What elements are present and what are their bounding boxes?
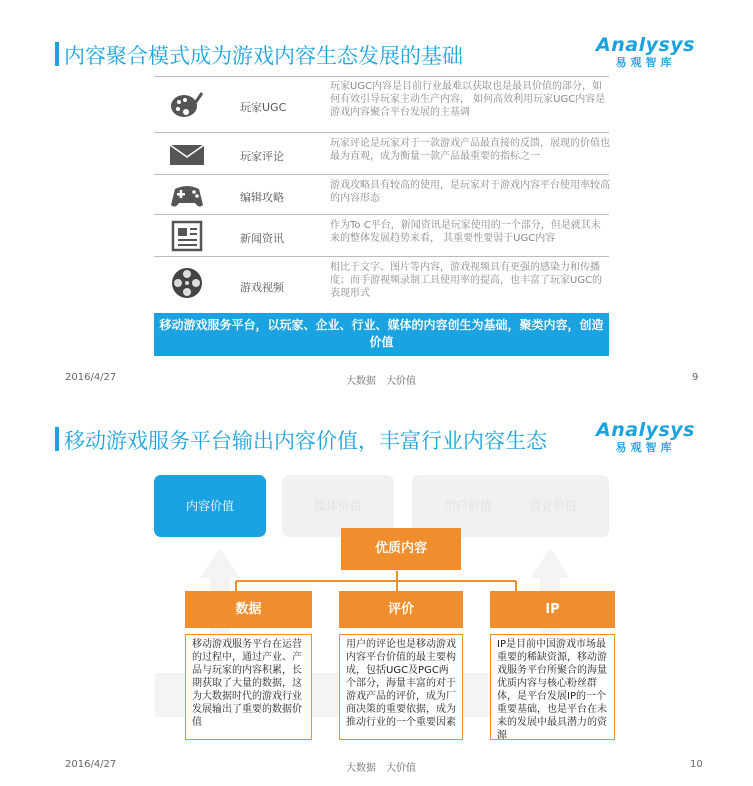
row-desc: 玩家UGC内容是目前行业最难以获取也是最具价值的部分，如何有效引导玩家主动生产内容， 如何高效利用玩家UGC内容是游戏内容聚合平台发展的主基调 (330, 81, 606, 118)
slide-title: 移动游戏服务平台输出内容价值，丰富行业内容生态 (64, 429, 547, 453)
row-name: 编辑攻略 (240, 191, 284, 204)
footer-date: 2016/4/27 (65, 372, 117, 383)
row-desc: 游戏攻略具有较高的使用，是玩家对于游戏内容平台使用率较高的内容形态 (330, 180, 610, 204)
analysys-logo (596, 34, 695, 70)
column-card-review: 用户的评论也是移动游戏内容平台价值的最主要构成，包括UGC及PGC两个部分，海量丰富的对于游戏产品的评价，成为厂商决策的重要依据，成为推动行业的一个重要因素 (339, 634, 463, 740)
column-card-data: 移动游戏服务平台在运营的过程中，通过产业、产品与玩家的内容积累，长期获取了大量的数据，这为大数据时代的游戏行业发展输出了重要的数据价值 (185, 634, 312, 740)
page-number: 9 (692, 372, 699, 383)
value-box-media: 媒体价值 (282, 475, 394, 537)
row-desc: 相比于文字、图片等内容，游戏视频具有更强的感染力和传播度；而手游视频录制工具使用率的提高，也丰富了玩家UGC的表现形式 (330, 262, 603, 299)
footer-slogan: 大数据 大价值 (346, 763, 416, 774)
value-box-user: 用户价值 (412, 475, 524, 537)
envelope-icon (169, 139, 205, 171)
value-box-business: 商业价值 (497, 475, 609, 537)
analysys-logo (596, 419, 695, 455)
row-desc: 玩家评论是玩家对于一款游戏产品最直接的反馈，展现的价值也最为直观，成为衡量一款产品最重要的指标之一 (330, 138, 610, 162)
row-name: 游戏视频 (240, 281, 284, 294)
content-row-guide (154, 174, 609, 215)
logo-sub: 易观智库 (615, 441, 676, 454)
content-row-video (154, 256, 609, 314)
logo-main: Analysys (596, 419, 695, 441)
content-row-review (154, 132, 609, 175)
page-number: 10 (690, 759, 703, 770)
row-name: 玩家UGC (240, 101, 287, 114)
content-row-ugc (154, 76, 609, 133)
content-row-news (154, 214, 609, 257)
column-head-data: 数据 (185, 591, 312, 628)
footer-date: 2016/4/27 (65, 759, 117, 770)
logo-sub: 易观智库 (615, 56, 676, 69)
row-desc: 作为To C平台，新闻资讯是玩家使用的一个部分，但是就其未来的整体发展趋势来看， 其重要性要弱于UGC内容 (330, 220, 601, 244)
slide-10 (0, 393, 753, 786)
slide-title: 内容聚合模式成为游戏内容生态发展的基础 (64, 44, 463, 68)
column-head-review: 评价 (339, 591, 463, 628)
logo-main: Analysys (596, 34, 695, 56)
quality-content-box: 优质内容 (341, 528, 461, 570)
gamepad-icon (169, 179, 205, 211)
title-accent-bar (55, 427, 59, 451)
summary-banner: 移动游戏服务平台，以玩家、企业、行业、媒体的内容创生为基础，聚类内容，创造价值 (154, 313, 609, 356)
newspaper-icon (169, 220, 205, 252)
column-card-ip: IP是目前中国游戏市场最重要的稀缺资源，移动游戏服务平台所聚合的海量优质内容与核心粉丝群体，是平台发展IP的一个重要基础，也是平台在未来的发展中最具潜力的资源 (490, 634, 615, 740)
palette-icon (169, 89, 205, 121)
title-accent-bar (55, 42, 59, 66)
value-box-content: 内容价值 (154, 475, 266, 537)
row-name: 玩家评论 (240, 150, 284, 163)
film-reel-icon (169, 267, 205, 299)
footer-slogan: 大数据 大价值 (346, 376, 416, 387)
column-head-ip: IP (490, 591, 615, 628)
row-name: 新闻资讯 (240, 232, 284, 245)
